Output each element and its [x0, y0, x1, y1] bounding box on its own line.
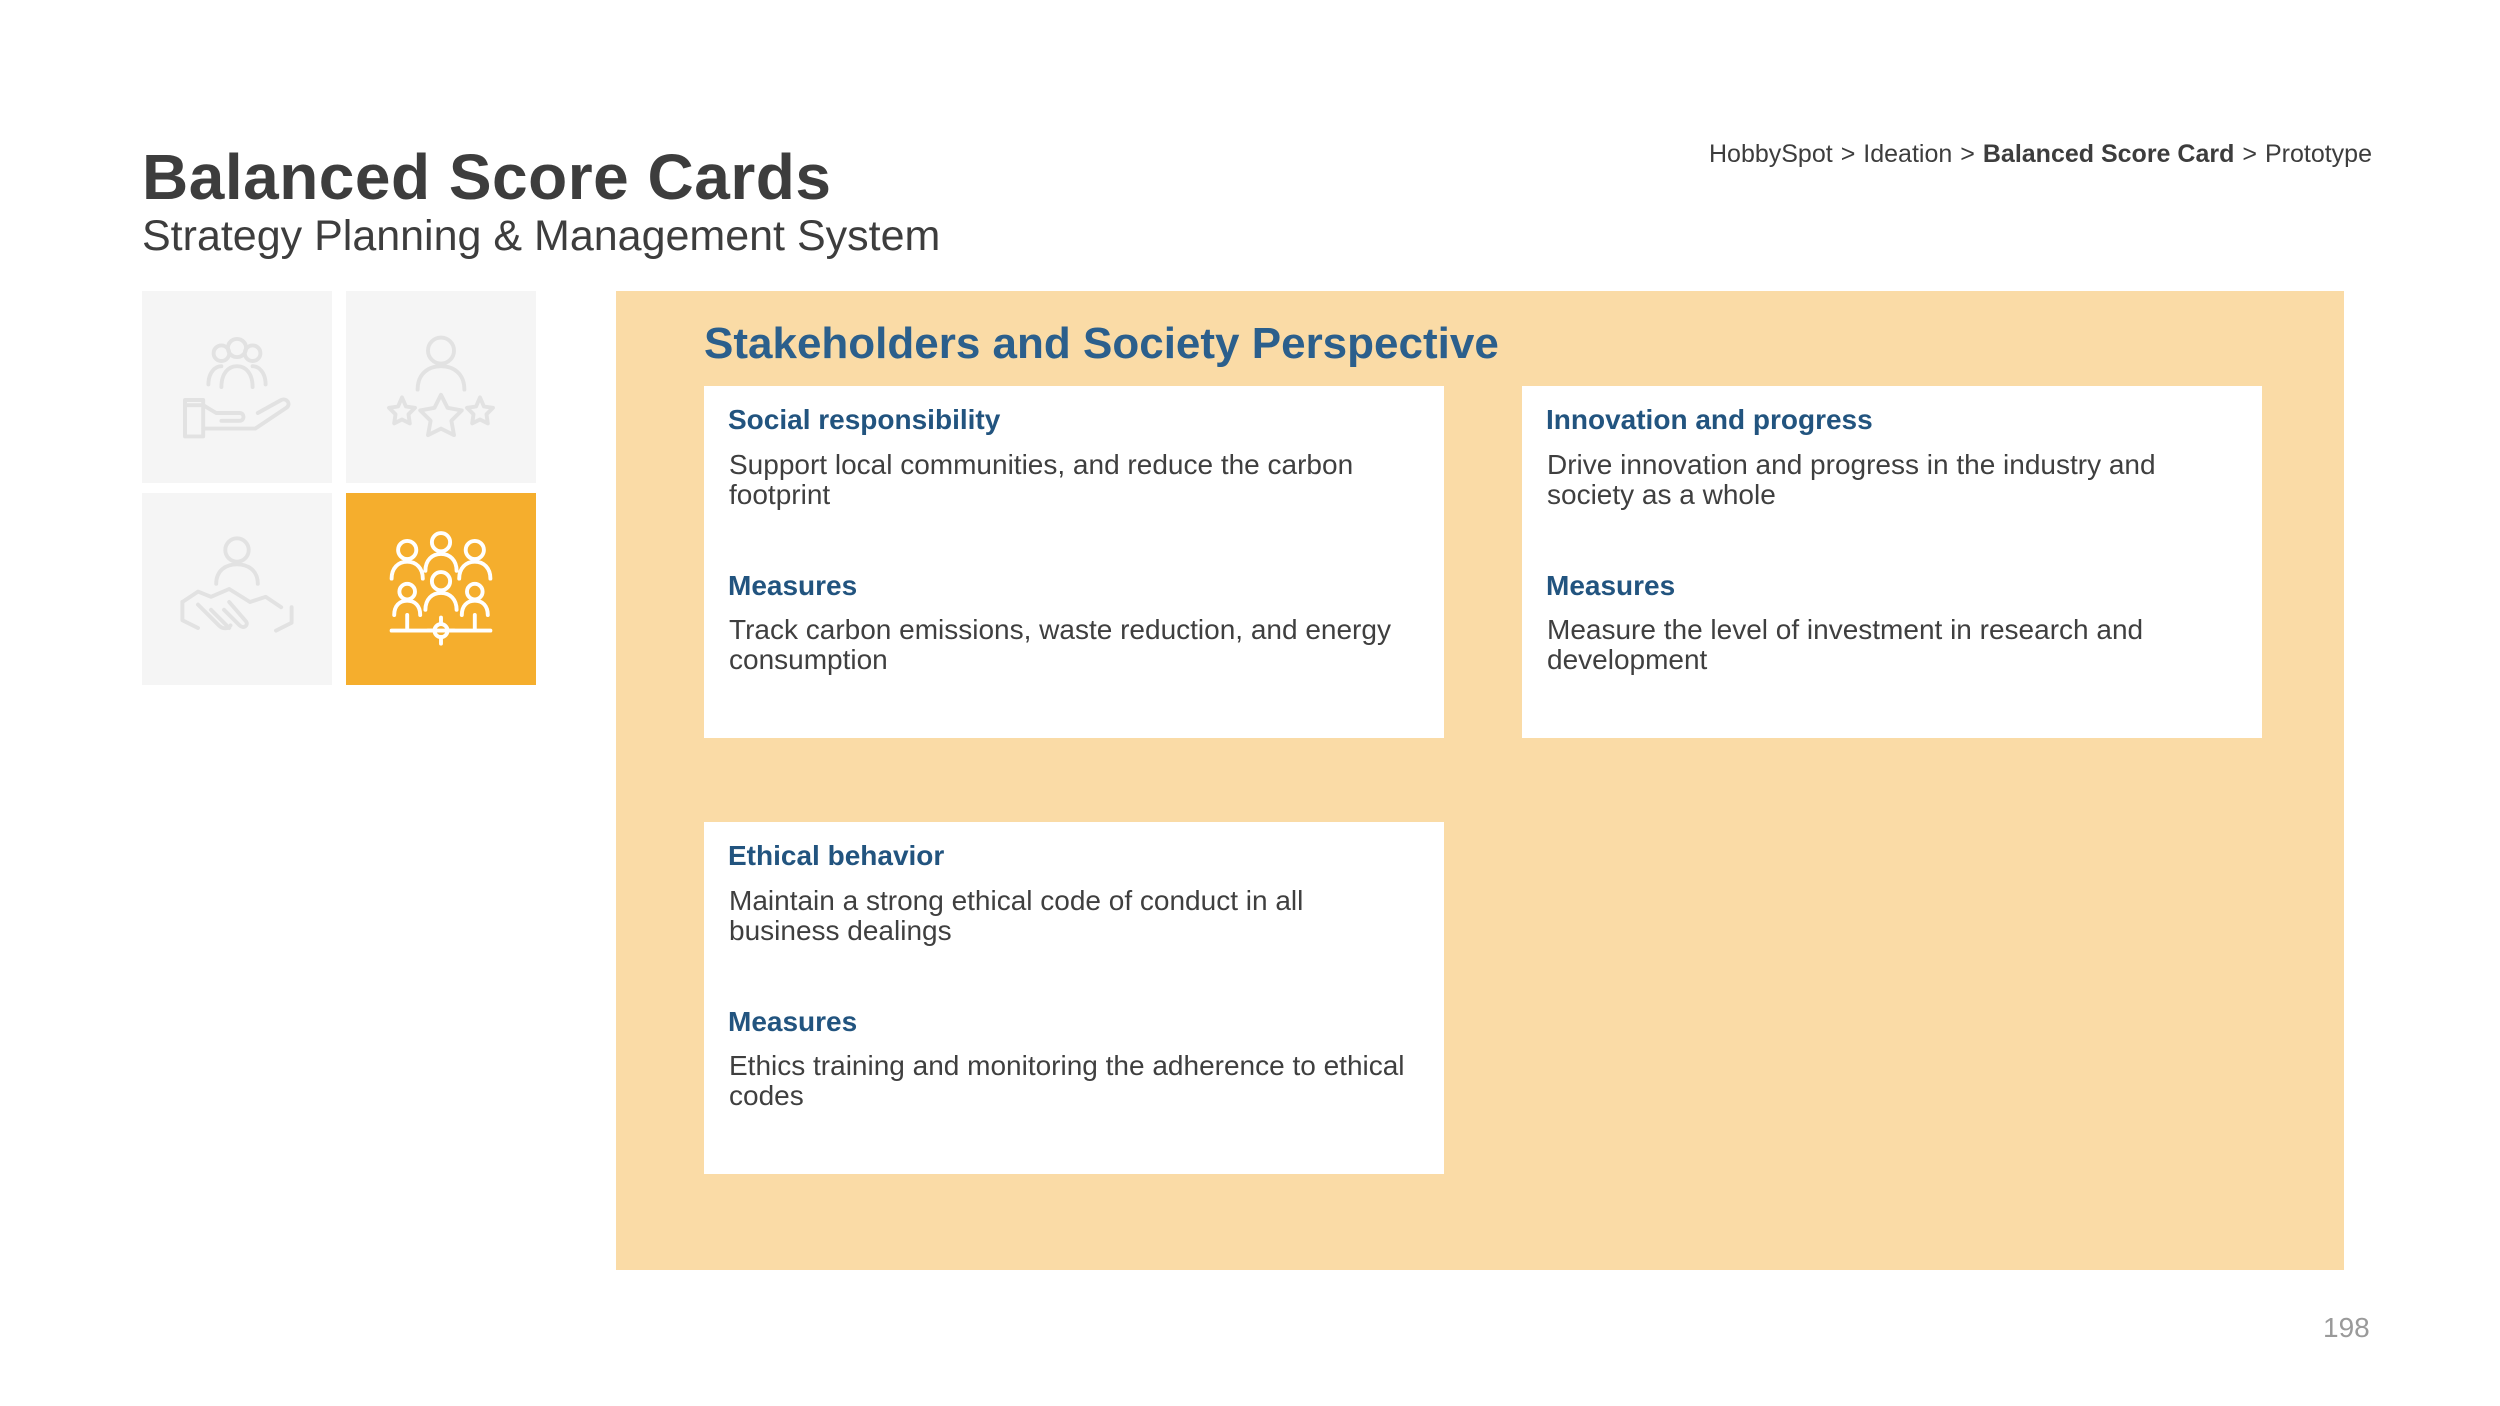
measures-description: Ethics training and monitoring the adherence to ethical codes — [729, 1049, 1405, 1111]
breadcrumb-item-hobbyspot[interactable]: HobbySpot — [1708, 140, 1833, 168]
handshake-person-icon — [172, 524, 302, 654]
card-ethical-behavior — [704, 822, 1444, 1174]
tile-handshake-person[interactable] — [142, 493, 332, 685]
page-number: 198 — [2323, 1312, 2370, 1343]
breadcrumb-item-balanced-score-card[interactable]: Balanced Score Card — [1982, 140, 2235, 168]
card-social-responsibility — [704, 386, 1444, 738]
card-innovation-and-progress — [1522, 386, 2262, 738]
measures-description: Measure the level of investment in research and development — [1547, 613, 2144, 675]
tile-person-stars[interactable] — [346, 291, 536, 483]
breadcrumb — [1709, 140, 2372, 169]
tile-hand-holding-people[interactable] — [142, 291, 332, 483]
hand-holding-people-icon — [172, 322, 302, 452]
tile-stakeholders-group[interactable] — [346, 493, 536, 685]
breadcrumb-item-prototype[interactable]: Prototype — [2264, 140, 2372, 168]
card-description: Support local communities, and reduce the carbon footprint — [729, 449, 1354, 511]
card-description: Drive innovation and progress in the industry and society as a whole — [1547, 449, 2156, 511]
card-description: Maintain a strong ethical code of conduct in all business dealings — [729, 885, 1304, 947]
card-title: Social responsibility — [728, 404, 1001, 435]
card-title: Innovation and progress — [1546, 404, 1873, 435]
measures-title: Measures — [728, 1006, 858, 1038]
perspective-panel — [616, 291, 2344, 1270]
page-title: Balanced Score Cards — [142, 141, 832, 213]
stakeholders-group-icon — [376, 524, 506, 654]
measures-title: Measures — [1546, 570, 1676, 602]
breadcrumb-separator: > — [1840, 140, 1856, 168]
breadcrumb-separator: > — [2242, 140, 2257, 168]
breadcrumb-separator: > — [1960, 140, 1975, 168]
page-subtitle: Strategy Planning & Management System — [142, 212, 941, 260]
perspective-title: Stakeholders and Society Perspective — [704, 319, 1499, 368]
measures-title: Measures — [728, 570, 858, 602]
person-stars-icon — [376, 322, 506, 452]
breadcrumb-item-ideation[interactable]: Ideation — [1863, 140, 1953, 168]
measures-description: Track carbon emissions, waste reduction, and energy consumption — [729, 613, 1391, 675]
card-title: Ethical behavior — [728, 840, 945, 871]
